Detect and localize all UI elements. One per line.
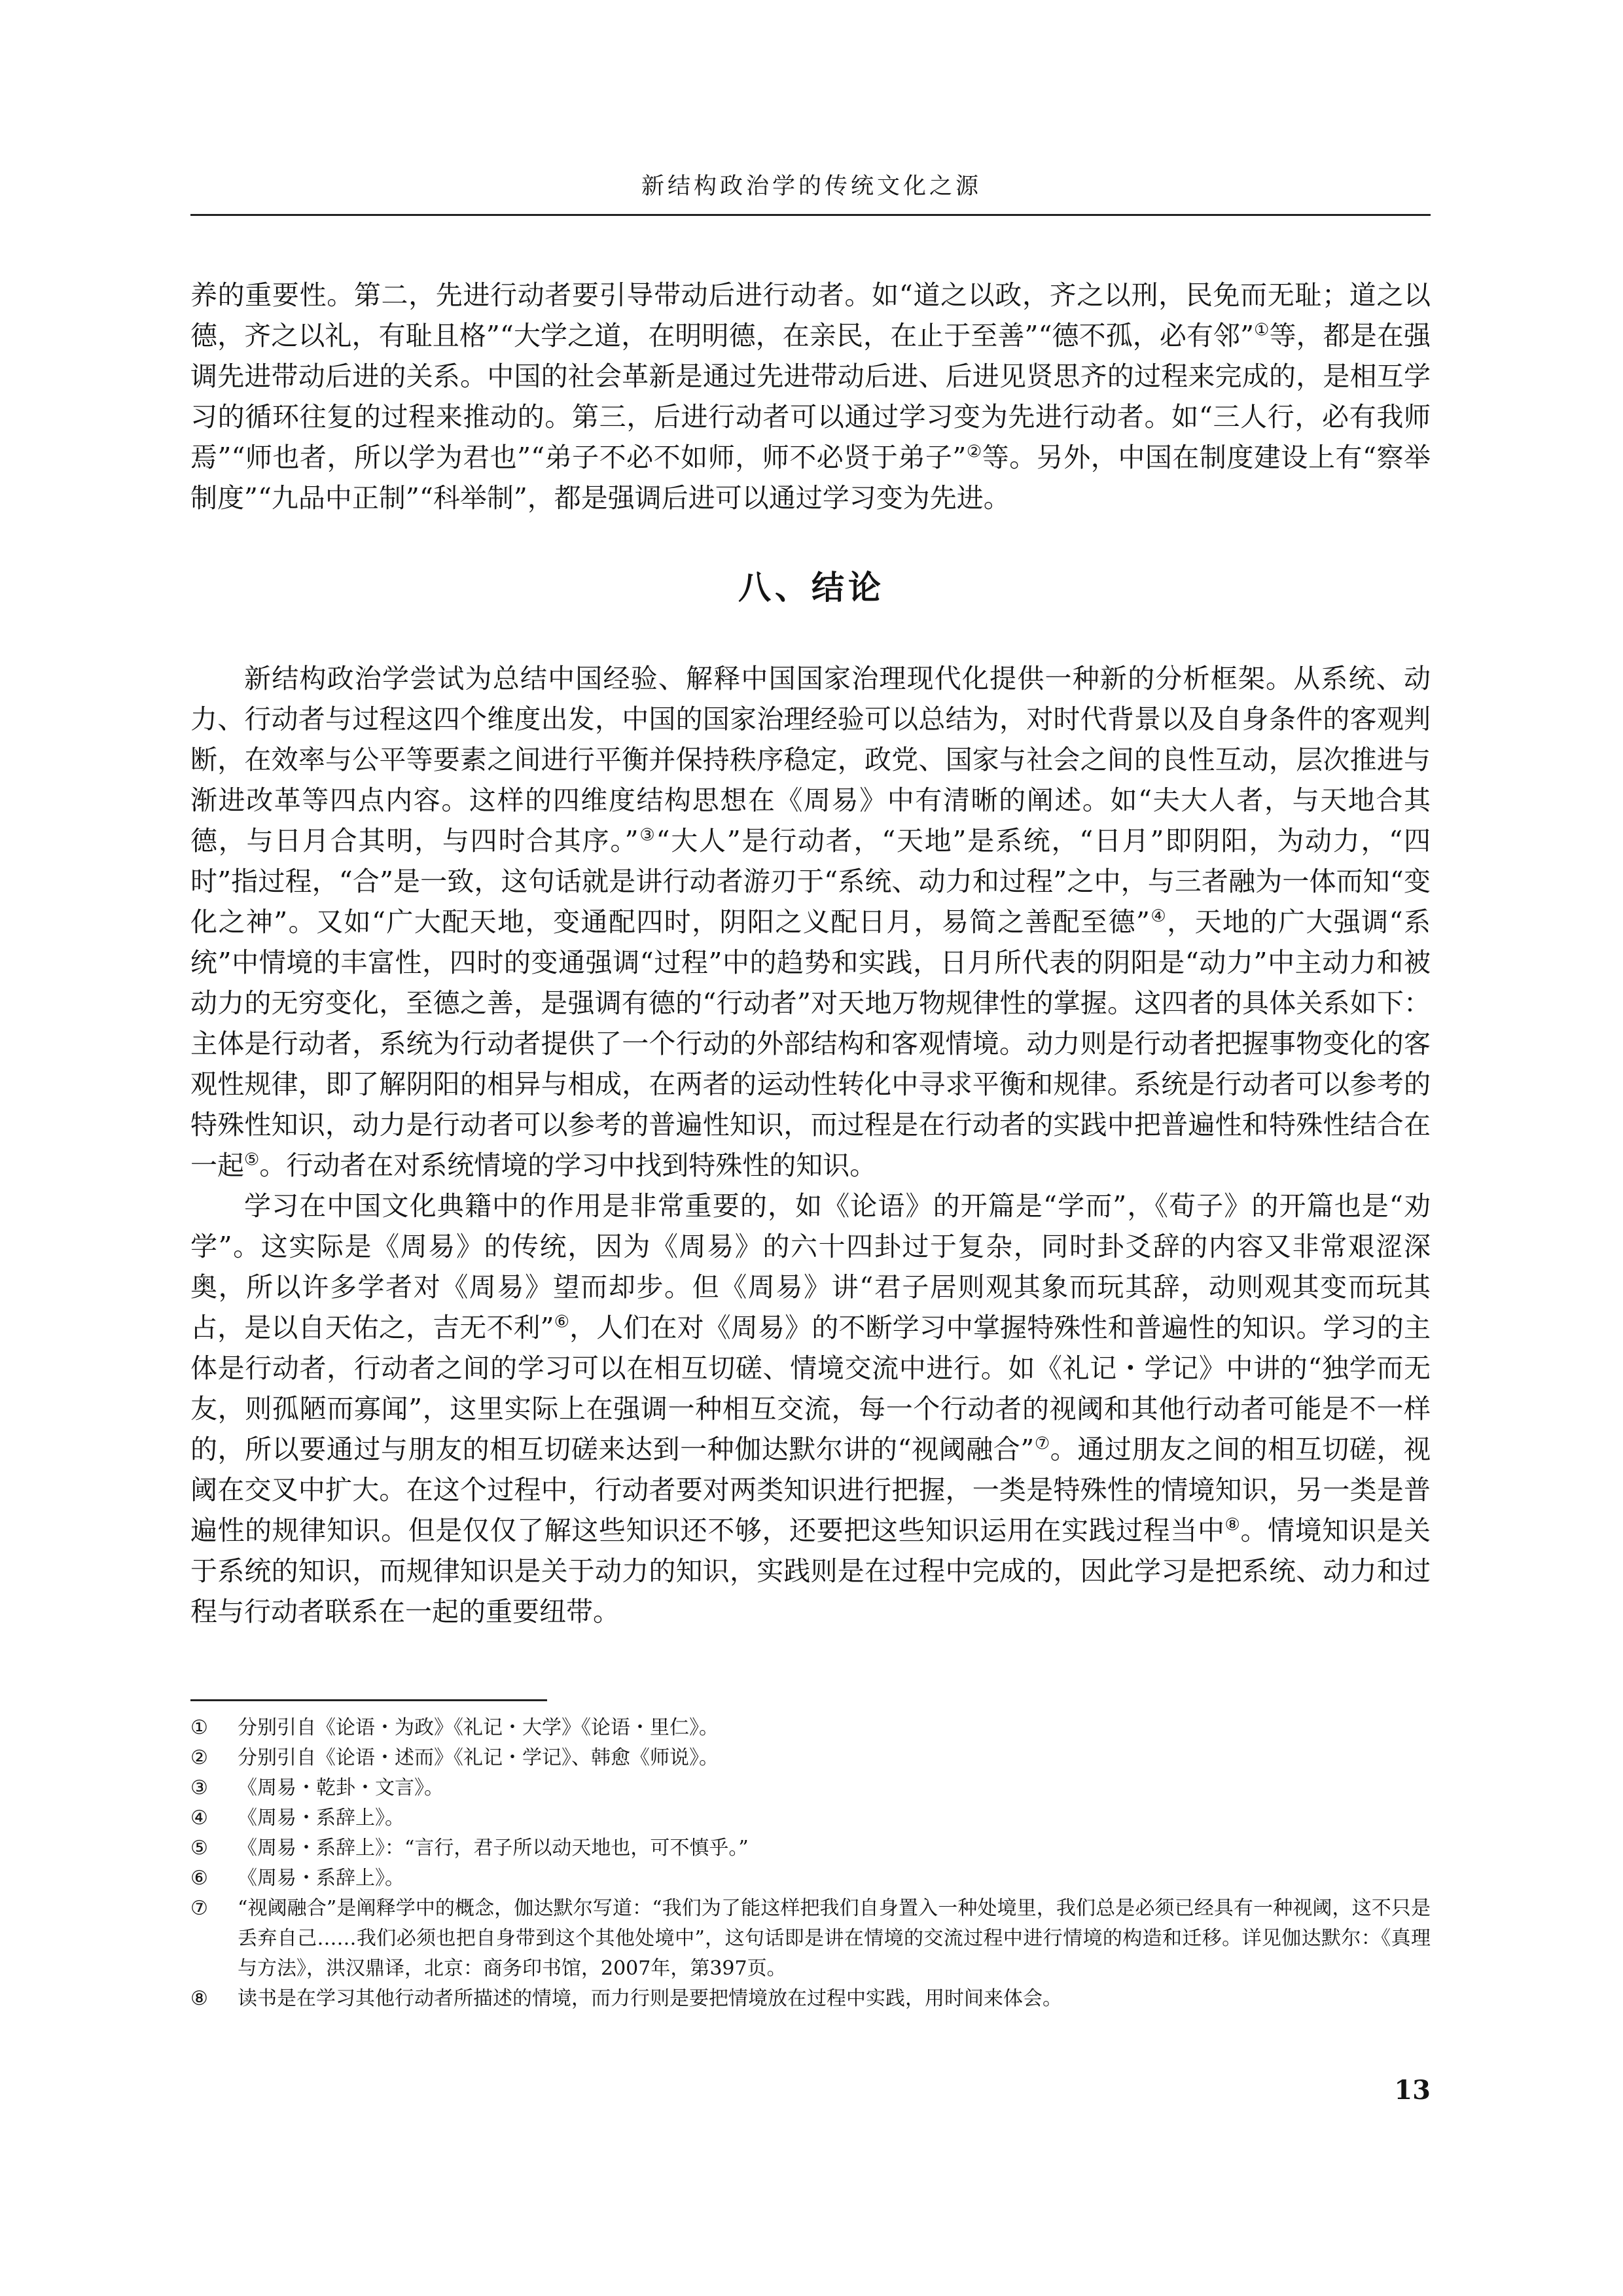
footnote-text: 读书是在学习其他行动者所描述的情境，而力行则是要把情境放在过程中实践，用时间来体会。 bbox=[238, 1987, 1062, 2010]
footnote-ref: ⑦ bbox=[1034, 1434, 1050, 1454]
footnote-marker: ⑥ bbox=[190, 1867, 208, 1890]
conclusion-body bbox=[190, 658, 1431, 1632]
footnote-text: 分别引自《论语・述而》《礼记・学记》、韩愈《师说》。 bbox=[238, 1746, 719, 1769]
footnote-ref: ④ bbox=[1149, 906, 1168, 927]
page-number: 13 bbox=[1394, 2075, 1431, 2106]
footnote-1 bbox=[190, 1713, 1431, 1743]
footnote-ref: ① bbox=[1254, 320, 1270, 340]
footnote-5 bbox=[190, 1833, 1431, 1863]
footnote-8 bbox=[190, 1984, 1431, 2014]
header-rule bbox=[190, 214, 1431, 216]
footnote-ref: ⑥ bbox=[554, 1312, 570, 1332]
footnote-ref: ⑤ bbox=[244, 1150, 260, 1170]
footnote-marker: ④ bbox=[190, 1807, 208, 1829]
footnote-3 bbox=[190, 1773, 1431, 1803]
section-title: 八、结论 bbox=[738, 568, 885, 607]
footnote-text: 《周易・乾卦・文言》。 bbox=[238, 1776, 444, 1799]
running-head: 新结构政治学的传统文化之源 bbox=[641, 173, 982, 200]
footnote-text: 《周易・系辞上》：“言行，君子所以动天地也，可不慎乎。” bbox=[238, 1837, 749, 1860]
footnote-text: 《周易・系辞上》。 bbox=[238, 1867, 404, 1890]
footnote-2 bbox=[190, 1743, 1431, 1773]
footnote-ref: ② bbox=[966, 442, 982, 462]
footnote-text: “视阈融合”是阐释学中的概念，伽达默尔写道：“我们为了能这样把我们自身置入一种处境里，我们总是必须已经具有一种视阈，这不只是丢弃自己……我们必须也把自身带到这个其他处境中”，这句话即是讲在情境的交流过程中进行情境的构造和迁移。详见伽达默尔：《真理与方法》，洪汉鼎译，北京：商务印书馆，2007年，第397页。 bbox=[238, 1897, 1431, 1980]
footnote-marker: ③ bbox=[190, 1776, 208, 1799]
footnote-marker: ⑦ bbox=[190, 1897, 208, 1920]
footnote-marker: ⑧ bbox=[190, 1987, 208, 2010]
footnote-6 bbox=[190, 1863, 1431, 1894]
footnote-rule bbox=[190, 1699, 547, 1701]
conclusion-paragraph-2: 学习在中国文化典籍中的作用是非常重要的，如《论语》的开篇是“学而”，《荀子》的开篇也是“劝学”。这实际是《周易》的传统，因为《周易》的六十四卦过于复杂，同时卦爻辞的内容又非常艰涩深奥，所以许多学者对《周易》望而却步。但《周易》讲“君子居则观其象而玩其辞，动则观其变而玩其占，是以自天佑之，吉无不利”⑥，人们在对《周易》的不断学习中掌握特殊性和普遍性的知识。学习的主体是行动者，行动者之间的学习可以在相互切磋、情境交流中进行。如《礼记・学记》中讲的“独学而无友，则孤陋而寡闻”，这里实际上在强调一种相互交流，每一个行动者的视阈和其他行动者可能是不一样的，所以要通过与朋友的相互切磋来达到一种伽达默尔讲的“视阈融合”⑦。通过朋友之间的相互切磋，视阈在交叉中扩大。在这个过程中，行动者要对两类知识进行把握，一类是特殊性的情境知识，另一类是普遍性的规律知识。但是仅仅了解这些知识还不够，还要把这些知识运用在实践过程当中⑧。情境知识是关于系统的知识，而规律知识是关于动力的知识，实践则是在过程中完成的，因此学习是把系统、动力和过程与行动者联系在一起的重要纽带。 bbox=[190, 1190, 1431, 1627]
conclusion-paragraph-1: 新结构政治学尝试为总结中国经验、解释中国国家治理现代化提供一种新的分析框架。从系统、动力、行动者与过程这四个维度出发，中国的国家治理经验可以总结为，对时代背景以及自身条件的客观判断，在效率与公平等要素之间进行平衡并保持秩序稳定，政党、国家与社会之间的良性互动，层次推进与渐进改革等四点内容。这样的四维度结构思想在《周易》中有清晰的阐述。如“夫大人者，与天地合其德，与日月合其明，与四时合其序。”③“大人”是行动者，“天地”是系统，“日月”即阴阳，为动力，“四时”指过程，“合”是一致，这句话就是讲行动者游刃于“系统、动力和过程”之中，与三者融为一体而知“变化之神”。又如“广大配天地，变通配四时，阴阳之义配日月，易简之善配至德”④，天地的广大强调“系统”中情境的丰富性，四时的变通强调“过程”中的趋势和实践，日月所代表的阴阳是“动力”中主动力和被动力的无穷变化，至德之善，是强调有德的“行动者”对天地万物规律性的掌握。这四者的具体关系如下：主体是行动者，系统为行动者提供了一个行动的外部结构和客观情境。动力则是行动者把握事物变化的客观性规律，即了解阴阳的相异与相成，在两者的运动性转化中寻求平衡和规律。系统是行动者可以参考的特殊性知识，动力是行动者可以参考的普遍性知识，而过程是在行动者的实践中把普遍性和特殊性结合在一起⑤。行动者在对系统情境的学习中找到特殊性的知识。 bbox=[190, 663, 1431, 1181]
footnotes bbox=[190, 1713, 1431, 2014]
footnote-marker: ⑤ bbox=[190, 1837, 208, 1860]
footnote-marker: ② bbox=[190, 1746, 208, 1769]
footnote-7 bbox=[190, 1894, 1431, 1984]
body-continuation bbox=[190, 275, 1431, 518]
footnote-ref: ⑧ bbox=[1224, 1515, 1241, 1535]
footnote-ref: ③ bbox=[638, 825, 656, 845]
footnote-text: 分别引自《论语・为政》《礼记・大学》《论语・里仁》。 bbox=[238, 1716, 719, 1739]
footnote-text: 《周易・系辞上》。 bbox=[238, 1807, 404, 1829]
continuation-paragraph: 养的重要性。第二，先进行动者要引导带动后进行动者。如“道之以政，齐之以刑，民免而无耻；道之以德，齐之以礼，有耻且格”“大学之道，在明明德，在亲民，在止于至善”“德不孤，必有邻”①等，都是在强调先进带动后进的关系。中国的社会革新是通过先进带动后进、后进见贤思齐的过程来完成的，是相互学习的循环往复的过程来推动的。第三，后进行动者可以通过学习变为先进行动者。如“三人行，必有我师焉”“师也者，所以学为君也”“弟子不必不如师，师不必贤于弟子”②等。另外，中国在制度建设上有“察举制度”“九品中正制”“科举制”，都是强调后进可以通过学习变为先进。 bbox=[190, 279, 1431, 514]
footnote-marker: ① bbox=[190, 1716, 208, 1739]
footnote-4 bbox=[190, 1803, 1431, 1833]
